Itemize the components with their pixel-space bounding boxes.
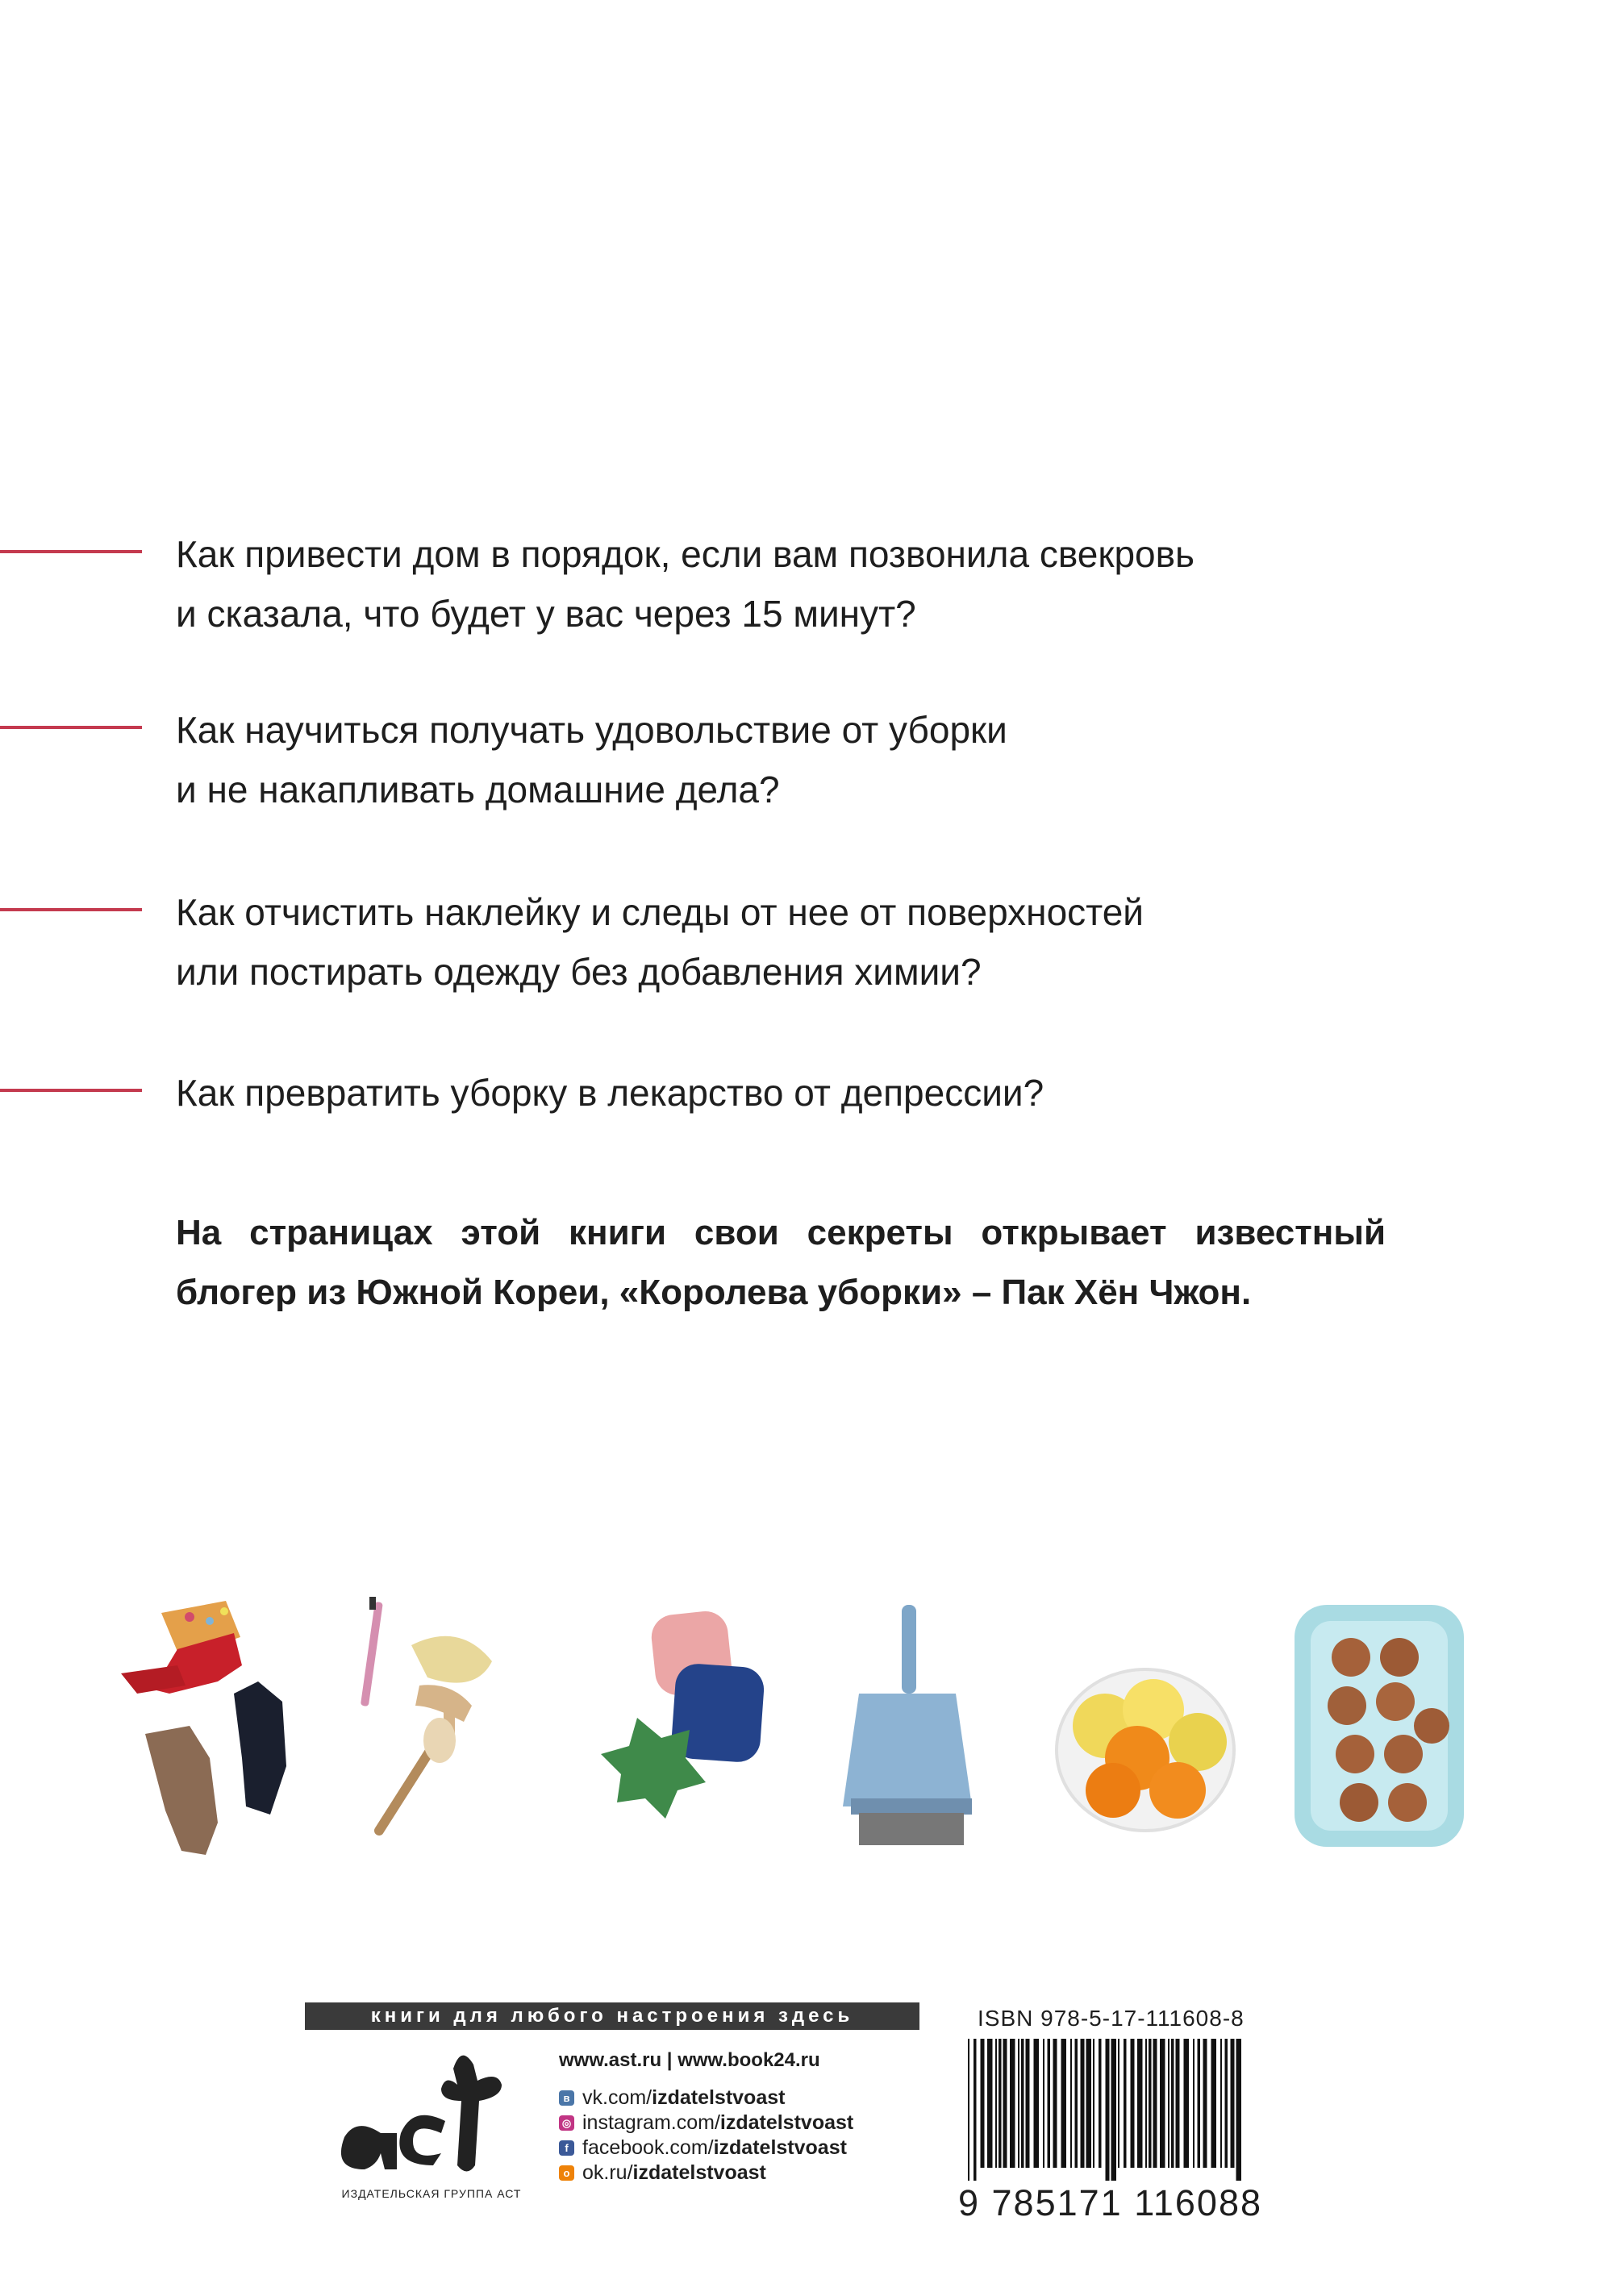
barcode-bar — [1184, 2039, 1190, 2168]
barcode-bar — [1010, 2039, 1015, 2168]
barcode-bar — [1081, 2039, 1085, 2168]
barcode-bar — [1048, 2039, 1051, 2168]
publisher-websites[interactable]: www.ast.ru | www.book24.ru — [559, 2049, 820, 2071]
barcode-bar — [1003, 2039, 1007, 2168]
facebook-icon: f — [559, 2140, 574, 2156]
barcode-bar — [1220, 2039, 1222, 2168]
barcode-bar — [1137, 2039, 1143, 2168]
social-prefix: instagram.com/ — [582, 2111, 720, 2134]
barcode-bar — [987, 2039, 993, 2168]
barcode-number: 9 785171 116088 — [958, 2182, 1263, 2223]
barcode-bar — [1225, 2039, 1228, 2168]
dustpan-icon — [815, 1597, 1008, 1855]
barcode-bar — [1145, 2039, 1147, 2168]
question-line: Как привести дом в порядок, если вам позвонила свекровь — [176, 533, 1195, 575]
barcode-bar — [1236, 2039, 1242, 2181]
barcode-bar — [1018, 2039, 1019, 2168]
barcode-bar — [981, 2039, 985, 2168]
barcode-bar — [1203, 2039, 1207, 2168]
publisher-slogan: книги для любого настроения здесь — [305, 2002, 919, 2030]
barcode-bar — [1053, 2039, 1057, 2168]
ast-logo — [332, 2044, 534, 2181]
barcode-bar — [1086, 2039, 1092, 2168]
barcode-bar — [1149, 2039, 1152, 2168]
barcode-bar — [999, 2039, 1002, 2168]
social-link-instagram[interactable] — [559, 2111, 853, 2136]
question-line: и не накапливать домашние дела? — [176, 769, 780, 810]
barcode-bar — [1111, 2039, 1117, 2181]
social-handle: izdatelstvoast — [719, 2111, 854, 2134]
barcode-bar — [1106, 2039, 1110, 2181]
barcode-bar — [1211, 2039, 1217, 2168]
barcode-bar — [1198, 2039, 1201, 2168]
barcode-bar — [1061, 2039, 1067, 2168]
barcode-bar — [974, 2039, 977, 2181]
gloves-icon — [113, 1597, 306, 1855]
barcode-bar — [1026, 2039, 1030, 2168]
social-links — [559, 2086, 853, 2186]
barcode-bar — [1070, 2039, 1072, 2168]
accent-line — [0, 908, 142, 911]
barcode-bar — [1093, 2039, 1094, 2168]
barcode-bar — [1021, 2039, 1024, 2168]
sponges-icon — [581, 1597, 774, 1855]
social-handle: izdatelstvoast — [713, 2136, 847, 2159]
barcode-bar — [1176, 2039, 1180, 2168]
brushes-icon — [347, 1597, 540, 1855]
accent-line — [0, 550, 142, 553]
barcode-bar — [1168, 2039, 1169, 2168]
accent-line — [0, 1089, 142, 1092]
instagram-icon: ◎ — [559, 2115, 574, 2131]
barcode-bar — [1160, 2039, 1165, 2168]
accent-line — [0, 726, 142, 729]
barcode-bar — [1118, 2039, 1119, 2168]
question-line: Как отчистить наклейку и следы от нее от поверхностей — [176, 891, 1144, 933]
publisher-caption: ИЗДАТЕЛЬСКАЯ ГРУППА АСТ — [341, 2187, 522, 2200]
question-line: или постирать одежду без добавления химии? — [176, 951, 982, 993]
question-line: Как превратить уборку в лекарство от депрессии? — [176, 1072, 1044, 1114]
egg-basket-icon — [1282, 1597, 1476, 1855]
isbn: ISBN 978-5-17-111608-8 — [978, 2006, 1245, 2031]
vk-icon: в — [559, 2090, 574, 2106]
barcode-bar — [1034, 2039, 1040, 2168]
barcode — [965, 2039, 1247, 2181]
question-line: и сказала, что будет у вас через 15 минут? — [176, 593, 916, 635]
social-link-facebook[interactable] — [559, 2136, 853, 2161]
social-handle: izdatelstvoast — [632, 2161, 766, 2184]
social-prefix: vk.com/ — [582, 2086, 652, 2109]
barcode-bar — [995, 2039, 997, 2168]
social-handle: izdatelstvoast — [652, 2086, 786, 2109]
ok-icon: о — [559, 2165, 574, 2181]
fruit-colander-icon — [1049, 1597, 1242, 1855]
tagline: На страницах этой книги свои секреты открывает известный блогер из Южной Кореи, «Королева уборки» – Пак Хён Чжон. — [176, 1213, 1386, 1312]
social-link-vk[interactable] — [559, 2086, 853, 2111]
barcode-bar — [1075, 2039, 1078, 2168]
barcode-bar — [968, 2039, 969, 2181]
social-prefix: ok.ru/ — [582, 2161, 633, 2184]
social-prefix: facebook.com/ — [582, 2136, 714, 2159]
barcode-bar — [1153, 2039, 1157, 2168]
barcode-bar — [1193, 2039, 1194, 2168]
barcode-bar — [1171, 2039, 1174, 2168]
social-link-ok[interactable] — [559, 2161, 853, 2186]
barcode-bar — [1099, 2039, 1102, 2168]
question-line: Как научиться получать удовольствие от уборки — [176, 709, 1007, 751]
barcode-bar — [1124, 2039, 1127, 2168]
barcode-bar — [1231, 2039, 1235, 2168]
barcode-bar — [1131, 2039, 1135, 2168]
cleaning-items-row — [113, 1597, 1484, 1855]
barcode-bar — [1043, 2039, 1044, 2168]
